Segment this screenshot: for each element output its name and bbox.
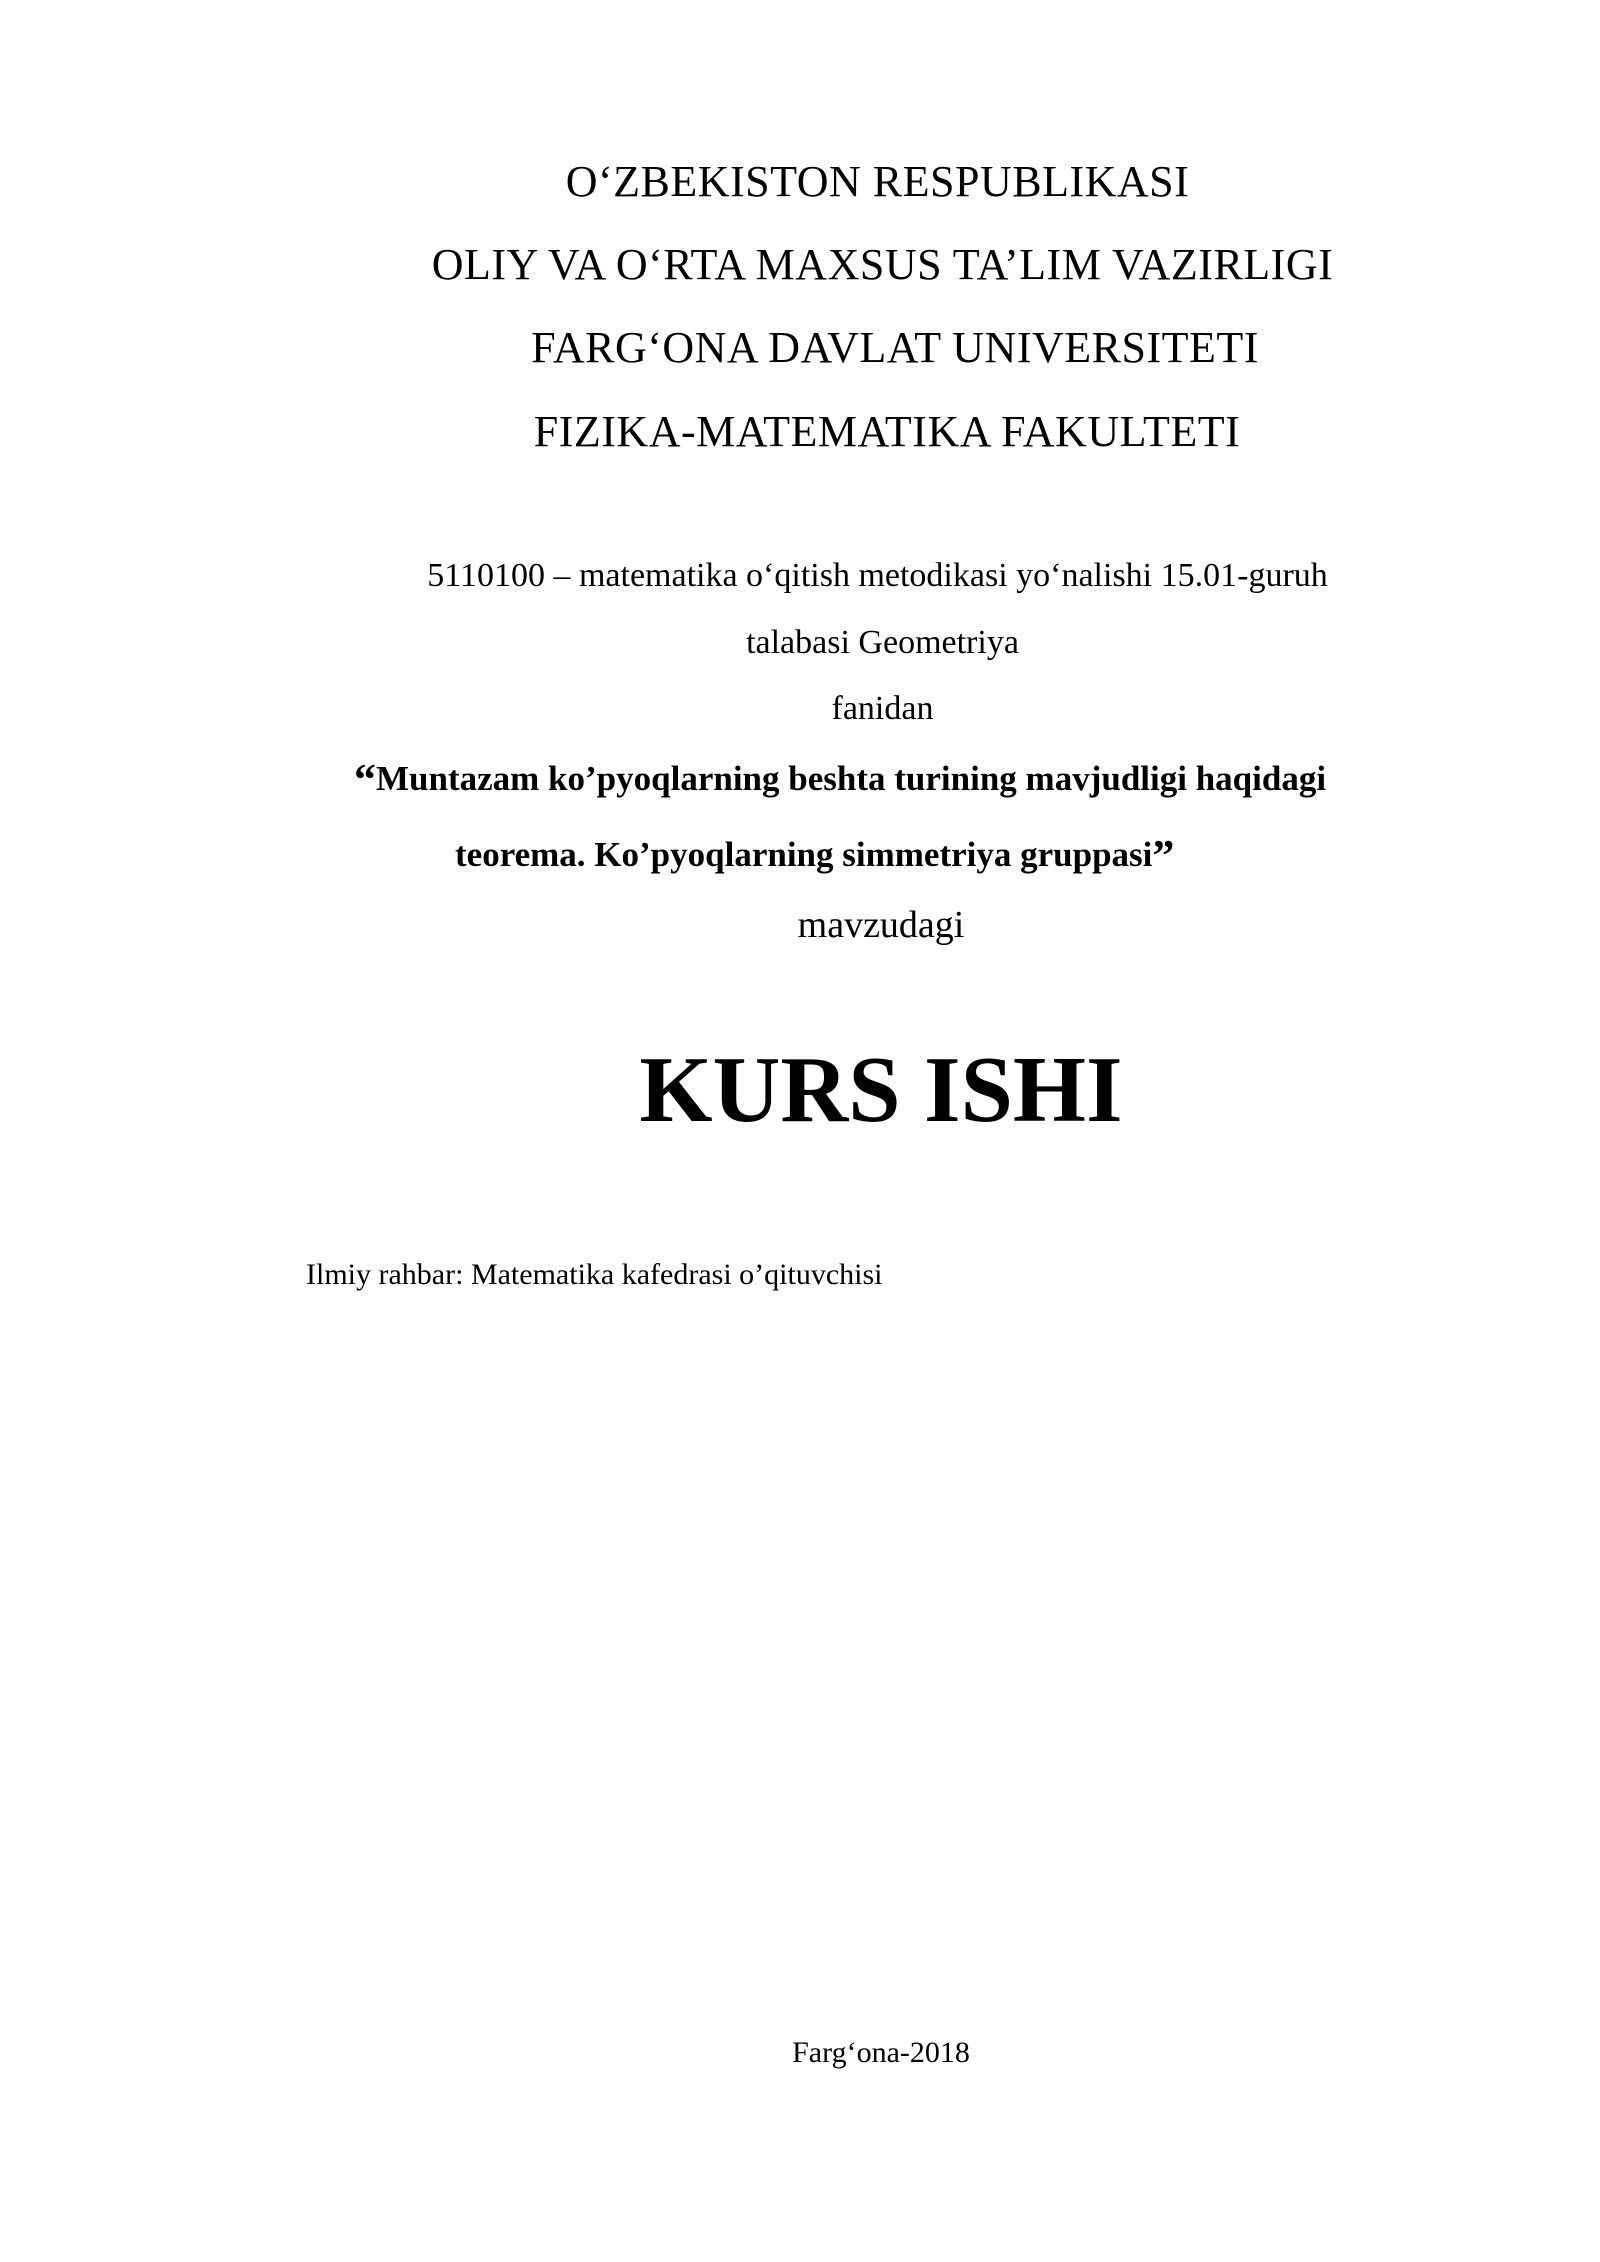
close-quote: ”	[1152, 831, 1175, 880]
header-faculty: FIZIKA-MATEMATIKA FAKULTETI	[533, 407, 1241, 456]
topic-line2	[455, 831, 1175, 880]
student-info-line1: 5110100 – matematika o‘qitish metodikasi yo‘nalishi 15.01-guruh	[427, 557, 1328, 594]
student-info-line2: talabasi Geometriya	[746, 624, 1019, 661]
header-university: FARG‘ONA DAVLAT UNIVERSITETI	[531, 323, 1259, 372]
open-quote: “	[354, 755, 376, 804]
supervisor-line: Ilmiy rahbar: Matematika kafedrasi o’qituvchisi	[306, 1258, 883, 1291]
header-ministry: OLIY VA O‘RTA MAXSUS TA’LIM VAZIRLIGI	[431, 240, 1334, 289]
topic-text-line1: Muntazam ko’pyoqlarning beshta turining mavjudligi haqidagi	[376, 759, 1327, 798]
city-year: Farg‘ona-2018	[792, 2036, 970, 2069]
header-country: O‘ZBEKISTON RESPUBLIKASI	[565, 157, 1190, 206]
topic-line1	[354, 755, 1327, 804]
document-title: KURS ISHI	[639, 1038, 1123, 1142]
topic-text-line2: teorema. Ko’pyoqlarning simmetriya gruppasi	[455, 835, 1153, 874]
student-info-line3: fanidan	[831, 690, 934, 727]
mavzu-label: mavzudagi	[797, 904, 965, 946]
